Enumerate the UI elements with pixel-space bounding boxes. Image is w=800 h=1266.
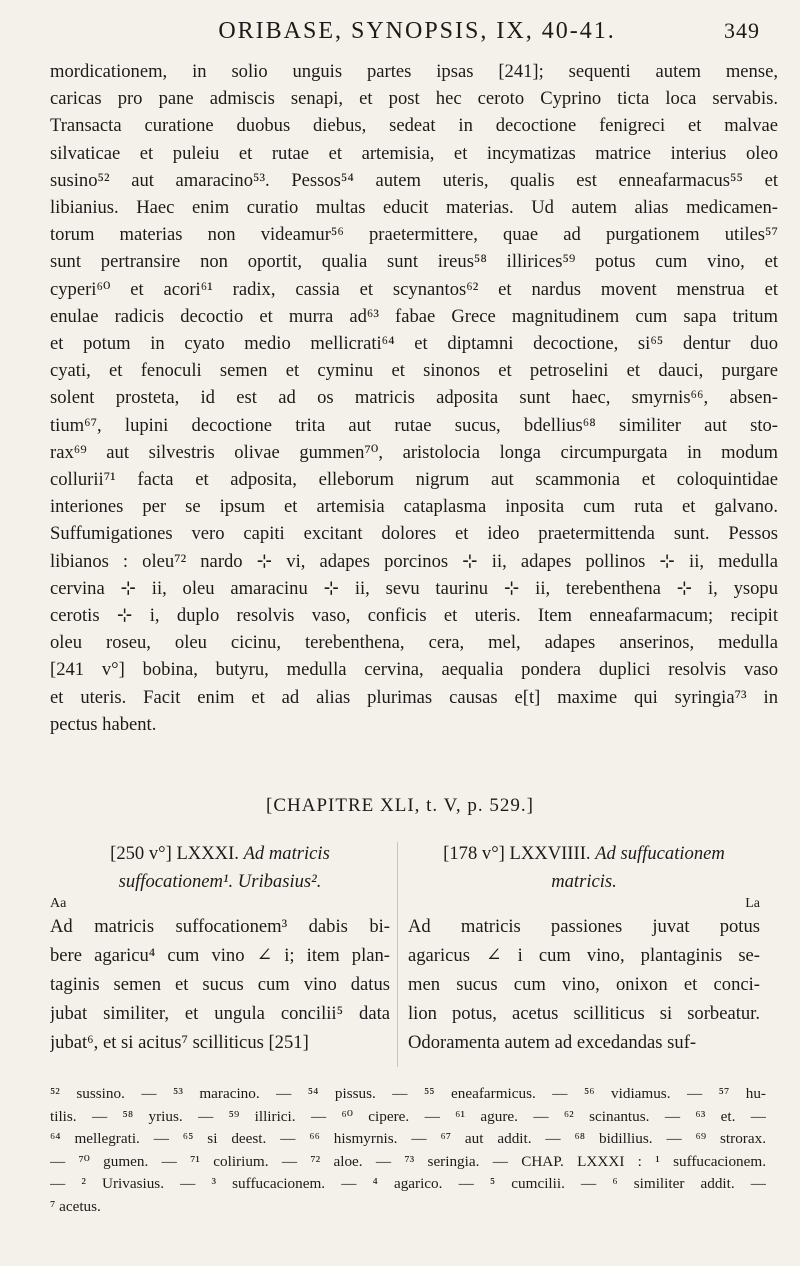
footnote-line: ⁷ acetus. (50, 1197, 101, 1215)
footnotes (50, 1083, 766, 1218)
text-line: cyperi⁶⁰ et acori⁶¹ radix, cassia et scynantos⁶² et nardus movent menstrua et (50, 278, 778, 300)
left-column-text (50, 912, 390, 1057)
text-line: mordicationem, in solio unguis partes ipsas [241]; sequenti autem mense, (50, 61, 778, 82)
right-column-text (408, 912, 760, 1057)
text-line: tium⁶⁷, lupini decoctione trita aut rutae sucus, bdellius⁶⁸ similiter aut sto- (50, 414, 778, 436)
column-divider (397, 842, 398, 1067)
text-line: cerotis ⊹ i, duplo resolvis vaso, conficis et uteris. Item enneafarmacum; recipit (50, 605, 778, 627)
right-column-heading (408, 840, 760, 896)
footnote-line: tilis. — ⁵⁸ yrius. — ⁵⁹ illirici. — ⁶⁰ cipere. — ⁶¹ agure. — ⁶² scinantus. — ⁶³ et. — (50, 1107, 766, 1125)
text-line: et uteris. Facit enim et ad alias plurimas causas e[t] maxime qui syringia⁷³ in (50, 686, 778, 708)
text-line: torum materias non videamur⁵⁶ praetermittere, quae ad purgationem utiles⁵⁷ (50, 224, 778, 246)
text-line: libianos : oleu⁷² nardo ⊹ vi, adapes porcinos ⊹ ii, adapes pollinos ⊹ ii, medulla (50, 550, 778, 572)
left-text-line: bere agaricu⁴ cum vino ∠ i; item plan- (50, 945, 390, 966)
page-number: 349 (724, 18, 760, 43)
text-line: interiones per se ipsum et artemisia cataplasma inposita cum ruta et galvano. (50, 496, 778, 518)
main-text (50, 58, 778, 738)
right-heading-title-cont: matricis. (551, 871, 617, 892)
right-siglum: La (745, 896, 760, 911)
footnote-line: — ⁷⁰ gumen. — ⁷¹ colirium. — ⁷² aloe. — ⁷³ seringia. — CHAP. LXXXI : ¹ suffucacionem. (50, 1152, 766, 1170)
right-text-line: men sucus cum vino, onixon et conci- (408, 974, 760, 995)
text-line: [241 v°] bobina, butyru, medulla cervina, aequalia pondera duplici resolvis vaso (50, 659, 778, 681)
text-line: Suffumigationes vero capiti excitant dolores et ideo praetermittenda sunt. Pessos (50, 523, 778, 545)
footnote-line: — ² Urivasius. — ³ suffucacionem. — ⁴ agarico. — ⁵ cumcilii. — ⁶ similiter addit. — (50, 1175, 766, 1192)
footnote-line: ⁵² sussino. — ⁵³ maracino. — ⁵⁴ pissus. — ⁵⁵ eneafarmicus. — ⁵⁶ vidiamus. — ⁵⁷ hu- (50, 1085, 766, 1102)
right-heading-ref: [178 v°] LXXVIIII. (443, 843, 596, 864)
left-text-line: Ad matricis suffocationem³ dabis bi- (50, 916, 390, 937)
text-line: rax⁶⁹ aut silvestris olivae gummen⁷⁰, aristolocia longa circumpurgata in modum (50, 441, 778, 463)
left-heading-title-cont: suffocationem¹. Uribasius². (118, 871, 322, 892)
right-heading-title: Ad suffucationem (595, 843, 725, 864)
text-line: cyati, et fenoculi semen et cyminu et sinonos et petroselini et dauci, purgare (50, 360, 778, 382)
text-line: susino⁵² aut amaracino⁵³. Pessos⁵⁴ autem uteris, qualis est enneafarmacus⁵⁵ et (50, 169, 778, 191)
left-column (50, 840, 390, 1057)
chapter-heading: [CHAPITRE XLI, t. V, p. 529.] (266, 795, 534, 816)
running-header (50, 14, 760, 48)
right-text-line: lion potus, acetus scilliticus si sorbeatur. (408, 1003, 760, 1024)
right-column (408, 840, 760, 1057)
left-text-line: taginis semen et sucus cum vino datus (50, 974, 390, 995)
text-line: caricas pro pane admiscis senapi, et post hec ceroto Cyprino ticta loca servabis. (50, 88, 778, 110)
text-line: sunt pertransire non oportit, qualia sunt ireus⁵⁸ illirices⁵⁹ potus cum vino, et (50, 251, 778, 273)
text-line: libianius. Haec enim curatio multas educit materias. Ud autem alias medicamen- (50, 197, 778, 219)
text-line: silvaticae et puleiu et rutae et artemisia, et incymatizas matrice interius oleo (50, 142, 778, 164)
left-column-heading (50, 840, 390, 896)
footnote-line: ⁶⁴ mellegrati. — ⁶⁵ si deest. — ⁶⁶ hismyrnis. — ⁶⁷ aut addit. — ⁶⁸ bidillius. — ⁶⁹ strorax. (50, 1130, 766, 1147)
text-line: oleu roseu, oleu cicinu, terebenthena, cera, mel, adapes anserinos, medulla (50, 632, 778, 654)
text-line: cervina ⊹ ii, oleu amaracinu ⊹ ii, sevu taurinu ⊹ ii, terebenthena ⊹ i, ysopu (50, 577, 778, 599)
text-line: collurii⁷¹ facta et adposita, elleborum nigrum aut scammonia et coloquintidae (50, 469, 778, 491)
text-line: Transacta curatione duobus diebus, sedeat in decoctione fenigreci et malvae (50, 115, 778, 137)
right-text-line: Ad matricis passiones juvat potus (408, 916, 760, 937)
left-text-line: jubat similiter, et ungula concilii⁵ data (50, 1003, 390, 1024)
left-text-line: jubat⁶, et si acitus⁷ scilliticus [251] (50, 1032, 309, 1053)
left-siglum: Aa (50, 896, 67, 911)
right-text-line: Odoramenta autem ad excedandas suf- (408, 1032, 697, 1053)
right-text-line: agaricus ∠ i cum vino, plantaginis se- (408, 945, 760, 966)
text-line: et potum in cyato medio mellicrati⁶⁴ et diptamni decoctione, si⁶⁵ dentur duo (50, 333, 778, 355)
left-heading-ref: [250 v°] LXXXI. (110, 843, 244, 864)
text-line: pectus habent. (50, 713, 157, 735)
left-heading-title: Ad matricis (243, 843, 330, 864)
running-title: ORIBASE, SYNOPSIS, IX, 40-41. (218, 17, 616, 44)
text-line: enulae radicis decoctio et murra ad⁶³ fabae Grece magnitudinem cum sapa tritum (50, 305, 778, 327)
text-line: solent prosteta, id est ad os matricis adposita sunt haec, smyrnis⁶⁶, absen- (50, 387, 778, 409)
